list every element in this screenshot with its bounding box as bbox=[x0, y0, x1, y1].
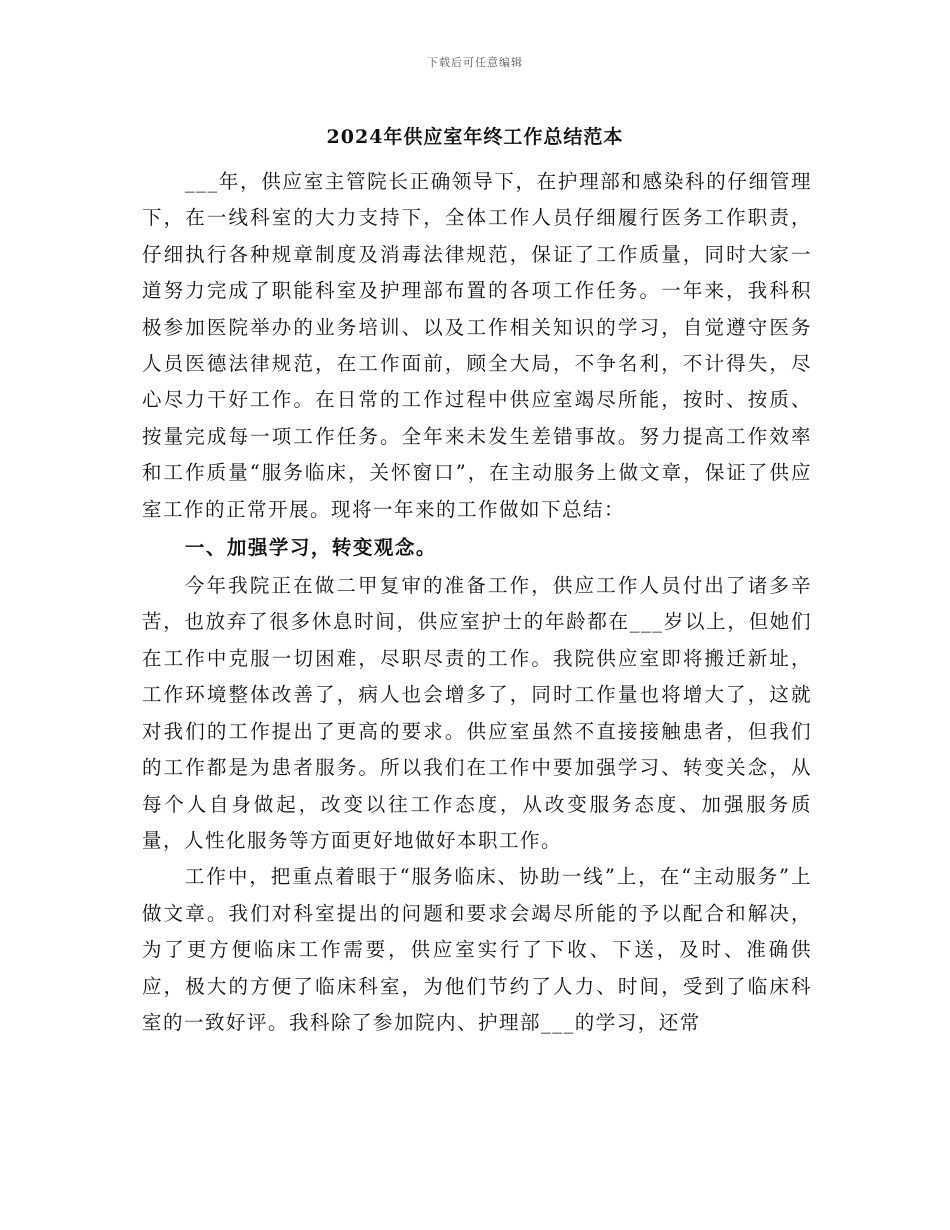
paragraph-service: 工作中，把重点着眼于“服务临床、协助一线”上，在“主动服务”上做文章。我们对科室提出的问题和要求会竭尽所能的予以配合和解决，为了更方便临床工作需要，供应室实行了下收、下送，及时、准确供应，极大的方便了临床科室，为他们节约了人力、时间，受到了临床科室的一致好评。我科除了参加院内、护理部___的学习，还常 bbox=[142, 865, 812, 1034]
page-title: 2024年供应室年终工作总结范本 bbox=[326, 126, 624, 148]
section-heading: 一、加强学习，转变观念。 bbox=[184, 536, 437, 560]
paragraph-intro: ___年，供应室主管院长正确领导下，在护理部和感染科的仔细管理下，在一线科室的大力支持下，全体工作人员仔细履行医务工作职责，仔细执行各种规章制度及消毒法律规范，保证了工作质量，同时大家一道努力完成了职能科室及护理部布置的各项工作任务。一年来，我科积极参加医院举办的业务培训、以及工作相关知识的学习，自觉遵守医务人员医德法律规范，在工作面前，顾全大局，不争名利，不计得失，尽心尽力干好工作。在日常的工作过程中供应室竭尽所能，按时、按质、按量完成每一项工作任务。全年来未发生差错事故。努力提高工作效率和工作质量“服务临床，关怀窗口”，在主动服务上做文章，保证了供应室工作的正常开展。现将一年来的工作做如下总结： bbox=[142, 170, 812, 521]
document-body bbox=[142, 164, 812, 1041]
paragraph-study: 今年我院正在做二甲复审的准备工作，供应工作人员付出了诸多辛苦，也放弃了很多休息时间，供应室护士的年龄都在___岁以上，但她们在工作中克服一切困难，尽职尽责的工作。我院供应室即将搬迁新址，工作环境整体改善了，病人也会增多了，同时工作量也将增大了，这就对我们的工作提出了更高的要求。供应室虽然不直接接触患者，但我们的工作都是为患者服务。所以我们在工作中要加强学习、转变关念，从每个人自身做起，改变以往工作态度，从改变服务态度、加强服务质量，人性化服务等方面更好地做好本职工作。 bbox=[142, 574, 812, 852]
header-note: 下载后可任意编辑 bbox=[427, 56, 523, 69]
